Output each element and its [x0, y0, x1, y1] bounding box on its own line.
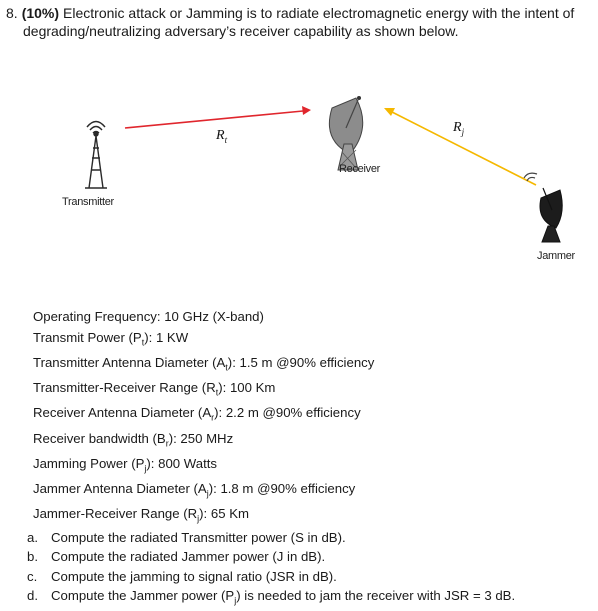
param-tx-antenna: Transmitter Antenna Diameter $(A_t)$: 1.5 m @90% efficiency [33, 354, 375, 373]
transmitter-label: Transmitter [62, 196, 114, 208]
jammer-label: Jammer [537, 250, 575, 262]
task-b: b. Compute the radiated Jammer power (J in dB). [27, 549, 326, 565]
receiver-icon [329, 96, 362, 170]
transmitter-icon [85, 122, 107, 189]
question-text-line2: degrading/neutralizing adversary’s receiver capability as shown below. [23, 23, 459, 39]
diagram-graphics [0, 70, 598, 280]
tx-arrow [125, 106, 311, 128]
param-jammer-range: Jammer-Receiver Range $(R_j)$: 65 Km [33, 506, 249, 524]
question-header [6, 4, 594, 40]
param-tx-range: Transmitter-Receiver Range $(R_t)$: 100 Km [33, 380, 276, 398]
task-c: c. Compute the jamming to signal ratio (JSR in dB). [27, 568, 337, 584]
task-list [27, 528, 515, 611]
rj-label: $R_j$ [453, 120, 465, 137]
question-text-line1: Electronic attack or Jamming is to radiate electromagnetic energy with the intent of [63, 5, 575, 21]
rt-label: $R_t$ [216, 128, 228, 145]
question-number: 8. [6, 5, 18, 21]
param-rx-bandwidth: Receiver bandwidth $(B_r)$: 250 MHz [33, 430, 234, 449]
jamming-diagram [0, 70, 598, 280]
param-transmit-power: Transmit Power $(P_t)$: 1 KW [33, 329, 189, 348]
task-a: a. Compute the radiated Transmitter power (S in dB). [27, 530, 346, 545]
receiver-label: Receiver [339, 163, 381, 175]
param-jammer-antenna: Jammer Antenna Diameter $(A_j)$: 1.8 m @90% efficiency [33, 481, 356, 499]
jammer-icon [524, 173, 562, 242]
parameter-list [33, 307, 374, 529]
param-rx-antenna: Receiver Antenna Diameter $(A_r)$: 2.2 m @90% efficiency [33, 405, 361, 423]
param-frequency: Operating Frequency: 10 GHz (X-band) [33, 309, 264, 324]
task-d: d. Compute the Jammer power $(P_j)$ is needed to jam the receiver with JSR = 3 dB. [27, 588, 516, 606]
param-jamming-power: Jamming Power $(P_j)$: 800 Watts [33, 455, 218, 474]
question-weight: (10%) [21, 5, 60, 21]
